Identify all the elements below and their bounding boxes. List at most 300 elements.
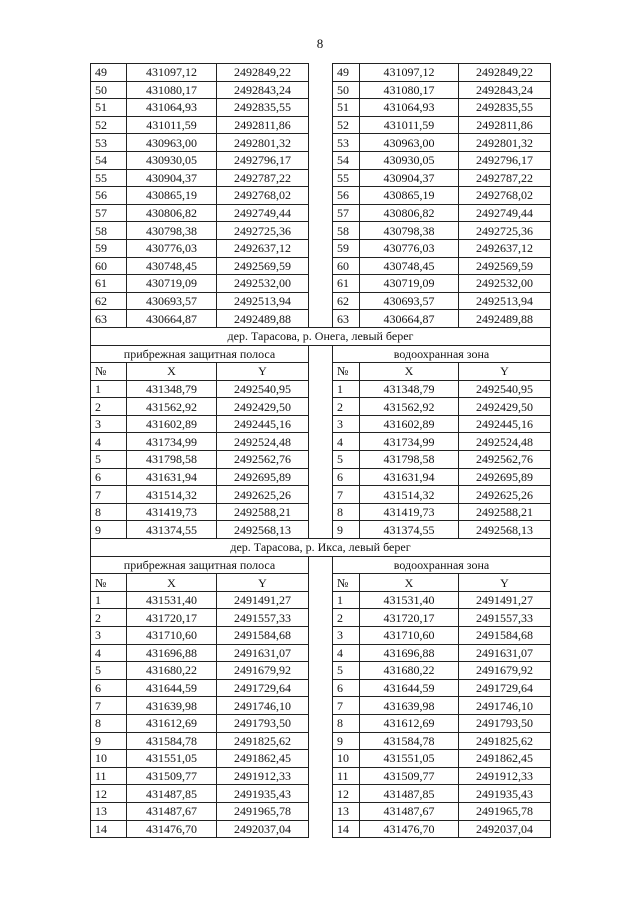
right-point-number: 56 [333, 187, 360, 205]
left-header-x: X [127, 363, 217, 381]
column-gap [309, 433, 333, 451]
right-coord-y: 2492835,55 [459, 99, 551, 117]
table-row [91, 697, 551, 715]
left-coord-y: 2492524,48 [217, 433, 309, 451]
right-point-number: 9 [333, 732, 360, 750]
right-point-number: 14 [333, 820, 360, 838]
table-row [91, 187, 551, 205]
right-coord-x: 431639,98 [360, 697, 459, 715]
left-coord-x: 431696,88 [127, 644, 217, 662]
right-coord-y: 2492489,88 [459, 310, 551, 328]
left-coord-x: 431348,79 [127, 380, 217, 398]
zone-label-row [91, 556, 551, 574]
left-coord-y: 2492445,16 [217, 415, 309, 433]
table-row [91, 275, 551, 293]
right-coord-y: 2492524,48 [459, 433, 551, 451]
left-coord-y: 2491912,33 [217, 767, 309, 785]
left-coord-y: 2491679,92 [217, 662, 309, 680]
column-gap [309, 257, 333, 275]
left-coord-x: 431644,59 [127, 679, 217, 697]
table-row [91, 116, 551, 134]
right-coord-y: 2491862,45 [459, 750, 551, 768]
left-point-number: 12 [91, 785, 127, 803]
left-coord-y: 2491825,62 [217, 732, 309, 750]
right-coord-y: 2492796,17 [459, 151, 551, 169]
table-row [91, 380, 551, 398]
column-gap [309, 275, 333, 293]
table-row [91, 151, 551, 169]
table-row [91, 99, 551, 117]
right-point-number: 49 [333, 64, 360, 82]
section-title-row [91, 539, 551, 557]
column-gap [309, 415, 333, 433]
left-coord-x: 431734,99 [127, 433, 217, 451]
column-gap [309, 714, 333, 732]
table-row [91, 820, 551, 838]
table-row [91, 239, 551, 257]
left-point-number: 52 [91, 116, 127, 134]
left-coord-x: 430806,82 [127, 204, 217, 222]
coordinates-table [90, 63, 551, 838]
right-point-number: 5 [333, 451, 360, 469]
right-point-number: 63 [333, 310, 360, 328]
right-point-number: 54 [333, 151, 360, 169]
left-point-number: 59 [91, 239, 127, 257]
table-row [91, 451, 551, 469]
right-point-number: 53 [333, 134, 360, 152]
left-coord-x: 431710,60 [127, 627, 217, 645]
left-header-y: Y [217, 574, 309, 592]
left-coord-y: 2492725,36 [217, 222, 309, 240]
right-coord-y: 2492445,16 [459, 415, 551, 433]
table-row [91, 468, 551, 486]
table-row [91, 398, 551, 416]
right-point-number: 1 [333, 591, 360, 609]
table-row [91, 627, 551, 645]
left-point-number: 49 [91, 64, 127, 82]
left-coord-x: 430664,87 [127, 310, 217, 328]
right-coord-x: 431696,88 [360, 644, 459, 662]
right-point-number: 5 [333, 662, 360, 680]
left-header-y: Y [217, 363, 309, 381]
table-row [91, 521, 551, 539]
column-gap [309, 363, 333, 381]
left-coord-x: 431080,17 [127, 81, 217, 99]
right-coord-x: 431562,92 [360, 398, 459, 416]
right-coord-x: 430719,09 [360, 275, 459, 293]
left-coord-x: 430798,38 [127, 222, 217, 240]
right-coord-y: 2492588,21 [459, 503, 551, 521]
right-point-number: 58 [333, 222, 360, 240]
left-coord-y: 2492787,22 [217, 169, 309, 187]
left-coord-y: 2492429,50 [217, 398, 309, 416]
right-coord-x: 431097,12 [360, 64, 459, 82]
left-point-number: 2 [91, 609, 127, 627]
left-coord-y: 2492801,32 [217, 134, 309, 152]
column-gap [309, 451, 333, 469]
right-coord-y: 2492695,89 [459, 468, 551, 486]
left-coord-y: 2492532,00 [217, 275, 309, 293]
right-coord-x: 431798,58 [360, 451, 459, 469]
left-point-number: 13 [91, 802, 127, 820]
table-row [91, 257, 551, 275]
left-coord-x: 431487,67 [127, 802, 217, 820]
left-coord-y: 2491935,43 [217, 785, 309, 803]
left-coord-x: 430748,45 [127, 257, 217, 275]
right-coord-y: 2492513,94 [459, 292, 551, 310]
left-header-number: № [91, 574, 127, 592]
right-point-number: 52 [333, 116, 360, 134]
right-coord-y: 2491491,27 [459, 591, 551, 609]
left-point-number: 56 [91, 187, 127, 205]
left-point-number: 10 [91, 750, 127, 768]
right-point-number: 11 [333, 767, 360, 785]
right-coord-x: 431734,99 [360, 433, 459, 451]
right-point-number: 6 [333, 468, 360, 486]
left-coord-x: 430719,09 [127, 275, 217, 293]
right-coord-x: 431531,40 [360, 591, 459, 609]
left-header-number: № [91, 363, 127, 381]
right-coord-y: 2491793,50 [459, 714, 551, 732]
right-coord-y: 2492811,86 [459, 116, 551, 134]
column-gap [309, 767, 333, 785]
right-point-number: 1 [333, 380, 360, 398]
column-gap [309, 750, 333, 768]
left-coord-y: 2492811,86 [217, 116, 309, 134]
left-coord-x: 431639,98 [127, 697, 217, 715]
left-coord-y: 2491584,68 [217, 627, 309, 645]
right-coord-x: 431064,93 [360, 99, 459, 117]
right-coord-x: 431080,17 [360, 81, 459, 99]
column-gap [309, 627, 333, 645]
column-gap [309, 81, 333, 99]
column-gap [309, 591, 333, 609]
right-coord-y: 2491912,33 [459, 767, 551, 785]
column-gap [309, 662, 333, 680]
left-coord-y: 2492796,17 [217, 151, 309, 169]
right-point-number: 3 [333, 627, 360, 645]
left-coord-y: 2491965,78 [217, 802, 309, 820]
right-coord-y: 2492749,44 [459, 204, 551, 222]
left-point-number: 63 [91, 310, 127, 328]
table-row [91, 750, 551, 768]
section-title-row [91, 327, 551, 345]
right-point-number: 3 [333, 415, 360, 433]
right-point-number: 4 [333, 433, 360, 451]
left-point-number: 6 [91, 468, 127, 486]
column-gap [309, 380, 333, 398]
left-coord-y: 2492568,13 [217, 521, 309, 539]
column-gap [309, 468, 333, 486]
column-gap [309, 151, 333, 169]
table-row [91, 204, 551, 222]
table-row [91, 222, 551, 240]
left-point-number: 55 [91, 169, 127, 187]
right-point-number: 61 [333, 275, 360, 293]
right-coord-x: 430865,19 [360, 187, 459, 205]
left-coord-y: 2491491,27 [217, 591, 309, 609]
right-point-number: 8 [333, 503, 360, 521]
right-point-number: 7 [333, 486, 360, 504]
right-coord-y: 2491631,07 [459, 644, 551, 662]
right-coord-y: 2492037,04 [459, 820, 551, 838]
left-coord-x: 430904,37 [127, 169, 217, 187]
left-coord-y: 2492540,95 [217, 380, 309, 398]
right-point-number: 9 [333, 521, 360, 539]
table-row [91, 714, 551, 732]
left-coord-y: 2492489,88 [217, 310, 309, 328]
right-coord-y: 2492532,00 [459, 275, 551, 293]
column-gap [309, 521, 333, 539]
right-point-number: 2 [333, 609, 360, 627]
right-coord-x: 430930,05 [360, 151, 459, 169]
right-coord-y: 2492849,22 [459, 64, 551, 82]
column-gap [309, 679, 333, 697]
table-row [91, 662, 551, 680]
left-point-number: 8 [91, 503, 127, 521]
column-gap [309, 345, 333, 363]
column-gap [309, 398, 333, 416]
table-row [91, 679, 551, 697]
right-coord-y: 2491679,92 [459, 662, 551, 680]
column-gap [309, 486, 333, 504]
right-point-number: 10 [333, 750, 360, 768]
left-point-number: 54 [91, 151, 127, 169]
left-coord-x: 431011,59 [127, 116, 217, 134]
right-coord-x: 431374,55 [360, 521, 459, 539]
right-point-number: 2 [333, 398, 360, 416]
right-coord-x: 431348,79 [360, 380, 459, 398]
table-row [91, 169, 551, 187]
left-point-number: 8 [91, 714, 127, 732]
left-header-x: X [127, 574, 217, 592]
right-coord-y: 2492568,13 [459, 521, 551, 539]
left-point-number: 3 [91, 627, 127, 645]
left-point-number: 2 [91, 398, 127, 416]
right-coord-x: 431487,85 [360, 785, 459, 803]
left-coord-y: 2492637,12 [217, 239, 309, 257]
right-coord-y: 2491935,43 [459, 785, 551, 803]
left-coord-y: 2491793,50 [217, 714, 309, 732]
right-point-number: 59 [333, 239, 360, 257]
left-point-number: 6 [91, 679, 127, 697]
table-row [91, 415, 551, 433]
left-zone-label: прибрежная защитная полоса [91, 556, 309, 574]
right-coord-x: 431602,89 [360, 415, 459, 433]
left-coord-y: 2492749,44 [217, 204, 309, 222]
left-coord-x: 431531,40 [127, 591, 217, 609]
table-row [91, 310, 551, 328]
right-coord-x: 431419,73 [360, 503, 459, 521]
right-coord-y: 2492637,12 [459, 239, 551, 257]
right-coord-x: 431514,32 [360, 486, 459, 504]
right-coord-x: 430693,57 [360, 292, 459, 310]
column-gap [309, 802, 333, 820]
right-zone-label: водоохранная зона [333, 345, 551, 363]
table-row [91, 503, 551, 521]
right-header-number: № [333, 363, 360, 381]
left-point-number: 9 [91, 521, 127, 539]
left-coord-x: 430963,00 [127, 134, 217, 152]
column-gap [309, 204, 333, 222]
right-header-number: № [333, 574, 360, 592]
column-gap [309, 820, 333, 838]
right-coord-x: 431644,59 [360, 679, 459, 697]
right-coord-x: 430806,82 [360, 204, 459, 222]
right-coord-x: 431476,70 [360, 820, 459, 838]
column-gap [309, 239, 333, 257]
right-coord-x: 431631,94 [360, 468, 459, 486]
right-coord-x: 431551,05 [360, 750, 459, 768]
right-header-x: X [360, 574, 459, 592]
column-gap [309, 644, 333, 662]
left-point-number: 51 [91, 99, 127, 117]
column-gap [309, 292, 333, 310]
left-point-number: 4 [91, 433, 127, 451]
right-coord-y: 2491557,33 [459, 609, 551, 627]
left-point-number: 11 [91, 767, 127, 785]
right-coord-x: 431710,60 [360, 627, 459, 645]
right-point-number: 4 [333, 644, 360, 662]
column-gap [309, 609, 333, 627]
left-point-number: 61 [91, 275, 127, 293]
left-coord-y: 2491862,45 [217, 750, 309, 768]
table-row [91, 644, 551, 662]
left-coord-x: 431631,94 [127, 468, 217, 486]
right-point-number: 51 [333, 99, 360, 117]
right-header-y: Y [459, 574, 551, 592]
left-coord-x: 431584,78 [127, 732, 217, 750]
right-point-number: 13 [333, 802, 360, 820]
left-coord-x: 430930,05 [127, 151, 217, 169]
left-point-number: 5 [91, 662, 127, 680]
table-row [91, 732, 551, 750]
left-coord-x: 431562,92 [127, 398, 217, 416]
table-row [91, 802, 551, 820]
right-coord-y: 2492540,95 [459, 380, 551, 398]
right-coord-y: 2492625,26 [459, 486, 551, 504]
column-gap [309, 134, 333, 152]
left-coord-y: 2492768,02 [217, 187, 309, 205]
left-coord-y: 2491631,07 [217, 644, 309, 662]
left-coord-y: 2492513,94 [217, 292, 309, 310]
left-point-number: 7 [91, 697, 127, 715]
left-coord-y: 2492625,26 [217, 486, 309, 504]
section-title: дер. Тарасова, р. Икса, левый берег [91, 539, 551, 557]
column-gap [309, 574, 333, 592]
right-coord-y: 2492725,36 [459, 222, 551, 240]
right-point-number: 8 [333, 714, 360, 732]
left-point-number: 1 [91, 591, 127, 609]
left-point-number: 60 [91, 257, 127, 275]
right-point-number: 57 [333, 204, 360, 222]
left-coord-x: 431374,55 [127, 521, 217, 539]
left-coord-x: 431602,89 [127, 415, 217, 433]
left-point-number: 9 [91, 732, 127, 750]
right-coord-x: 431584,78 [360, 732, 459, 750]
left-coord-y: 2491729,64 [217, 679, 309, 697]
table-row [91, 292, 551, 310]
column-gap [309, 64, 333, 82]
right-coord-y: 2491584,68 [459, 627, 551, 645]
right-point-number: 6 [333, 679, 360, 697]
table-row [91, 134, 551, 152]
right-coord-x: 431011,59 [360, 116, 459, 134]
right-coord-y: 2491825,62 [459, 732, 551, 750]
table-row [91, 64, 551, 82]
right-zone-label: водоохранная зона [333, 556, 551, 574]
left-coord-x: 431476,70 [127, 820, 217, 838]
left-point-number: 3 [91, 415, 127, 433]
table-row [91, 81, 551, 99]
left-point-number: 1 [91, 380, 127, 398]
column-gap [309, 785, 333, 803]
table-row [91, 609, 551, 627]
right-header-x: X [360, 363, 459, 381]
left-point-number: 53 [91, 134, 127, 152]
right-coord-x: 430798,38 [360, 222, 459, 240]
right-point-number: 55 [333, 169, 360, 187]
coordinates-document [90, 63, 550, 838]
left-point-number: 4 [91, 644, 127, 662]
right-coord-x: 430664,87 [360, 310, 459, 328]
right-coord-x: 430748,45 [360, 257, 459, 275]
zone-label-row [91, 345, 551, 363]
left-coord-x: 430776,03 [127, 239, 217, 257]
right-point-number: 12 [333, 785, 360, 803]
left-coord-y: 2492562,76 [217, 451, 309, 469]
left-point-number: 57 [91, 204, 127, 222]
right-coord-x: 431680,22 [360, 662, 459, 680]
left-coord-x: 431509,77 [127, 767, 217, 785]
right-coord-y: 2492801,32 [459, 134, 551, 152]
table-row [91, 591, 551, 609]
column-gap [309, 503, 333, 521]
left-coord-y: 2492569,59 [217, 257, 309, 275]
left-coord-y: 2492037,04 [217, 820, 309, 838]
left-coord-x: 431514,32 [127, 486, 217, 504]
right-coord-y: 2491965,78 [459, 802, 551, 820]
left-coord-y: 2492695,89 [217, 468, 309, 486]
right-point-number: 60 [333, 257, 360, 275]
left-point-number: 58 [91, 222, 127, 240]
column-gap [309, 169, 333, 187]
column-gap [309, 556, 333, 574]
table-row [91, 433, 551, 451]
left-coord-y: 2492835,55 [217, 99, 309, 117]
column-gap [309, 222, 333, 240]
left-zone-label: прибрежная защитная полоса [91, 345, 309, 363]
left-coord-x: 431487,85 [127, 785, 217, 803]
section-title: дер. Тарасова, р. Онега, левый берег [91, 327, 551, 345]
right-coord-y: 2491746,10 [459, 697, 551, 715]
right-coord-y: 2492843,24 [459, 81, 551, 99]
column-gap [309, 697, 333, 715]
right-coord-x: 430904,37 [360, 169, 459, 187]
left-point-number: 14 [91, 820, 127, 838]
right-point-number: 62 [333, 292, 360, 310]
right-coord-y: 2492787,22 [459, 169, 551, 187]
column-gap [309, 310, 333, 328]
right-header-y: Y [459, 363, 551, 381]
left-point-number: 50 [91, 81, 127, 99]
left-coord-y: 2491557,33 [217, 609, 309, 627]
table-row [91, 486, 551, 504]
table-row [91, 785, 551, 803]
right-coord-x: 430963,00 [360, 134, 459, 152]
table-row [91, 767, 551, 785]
left-coord-x: 431097,12 [127, 64, 217, 82]
